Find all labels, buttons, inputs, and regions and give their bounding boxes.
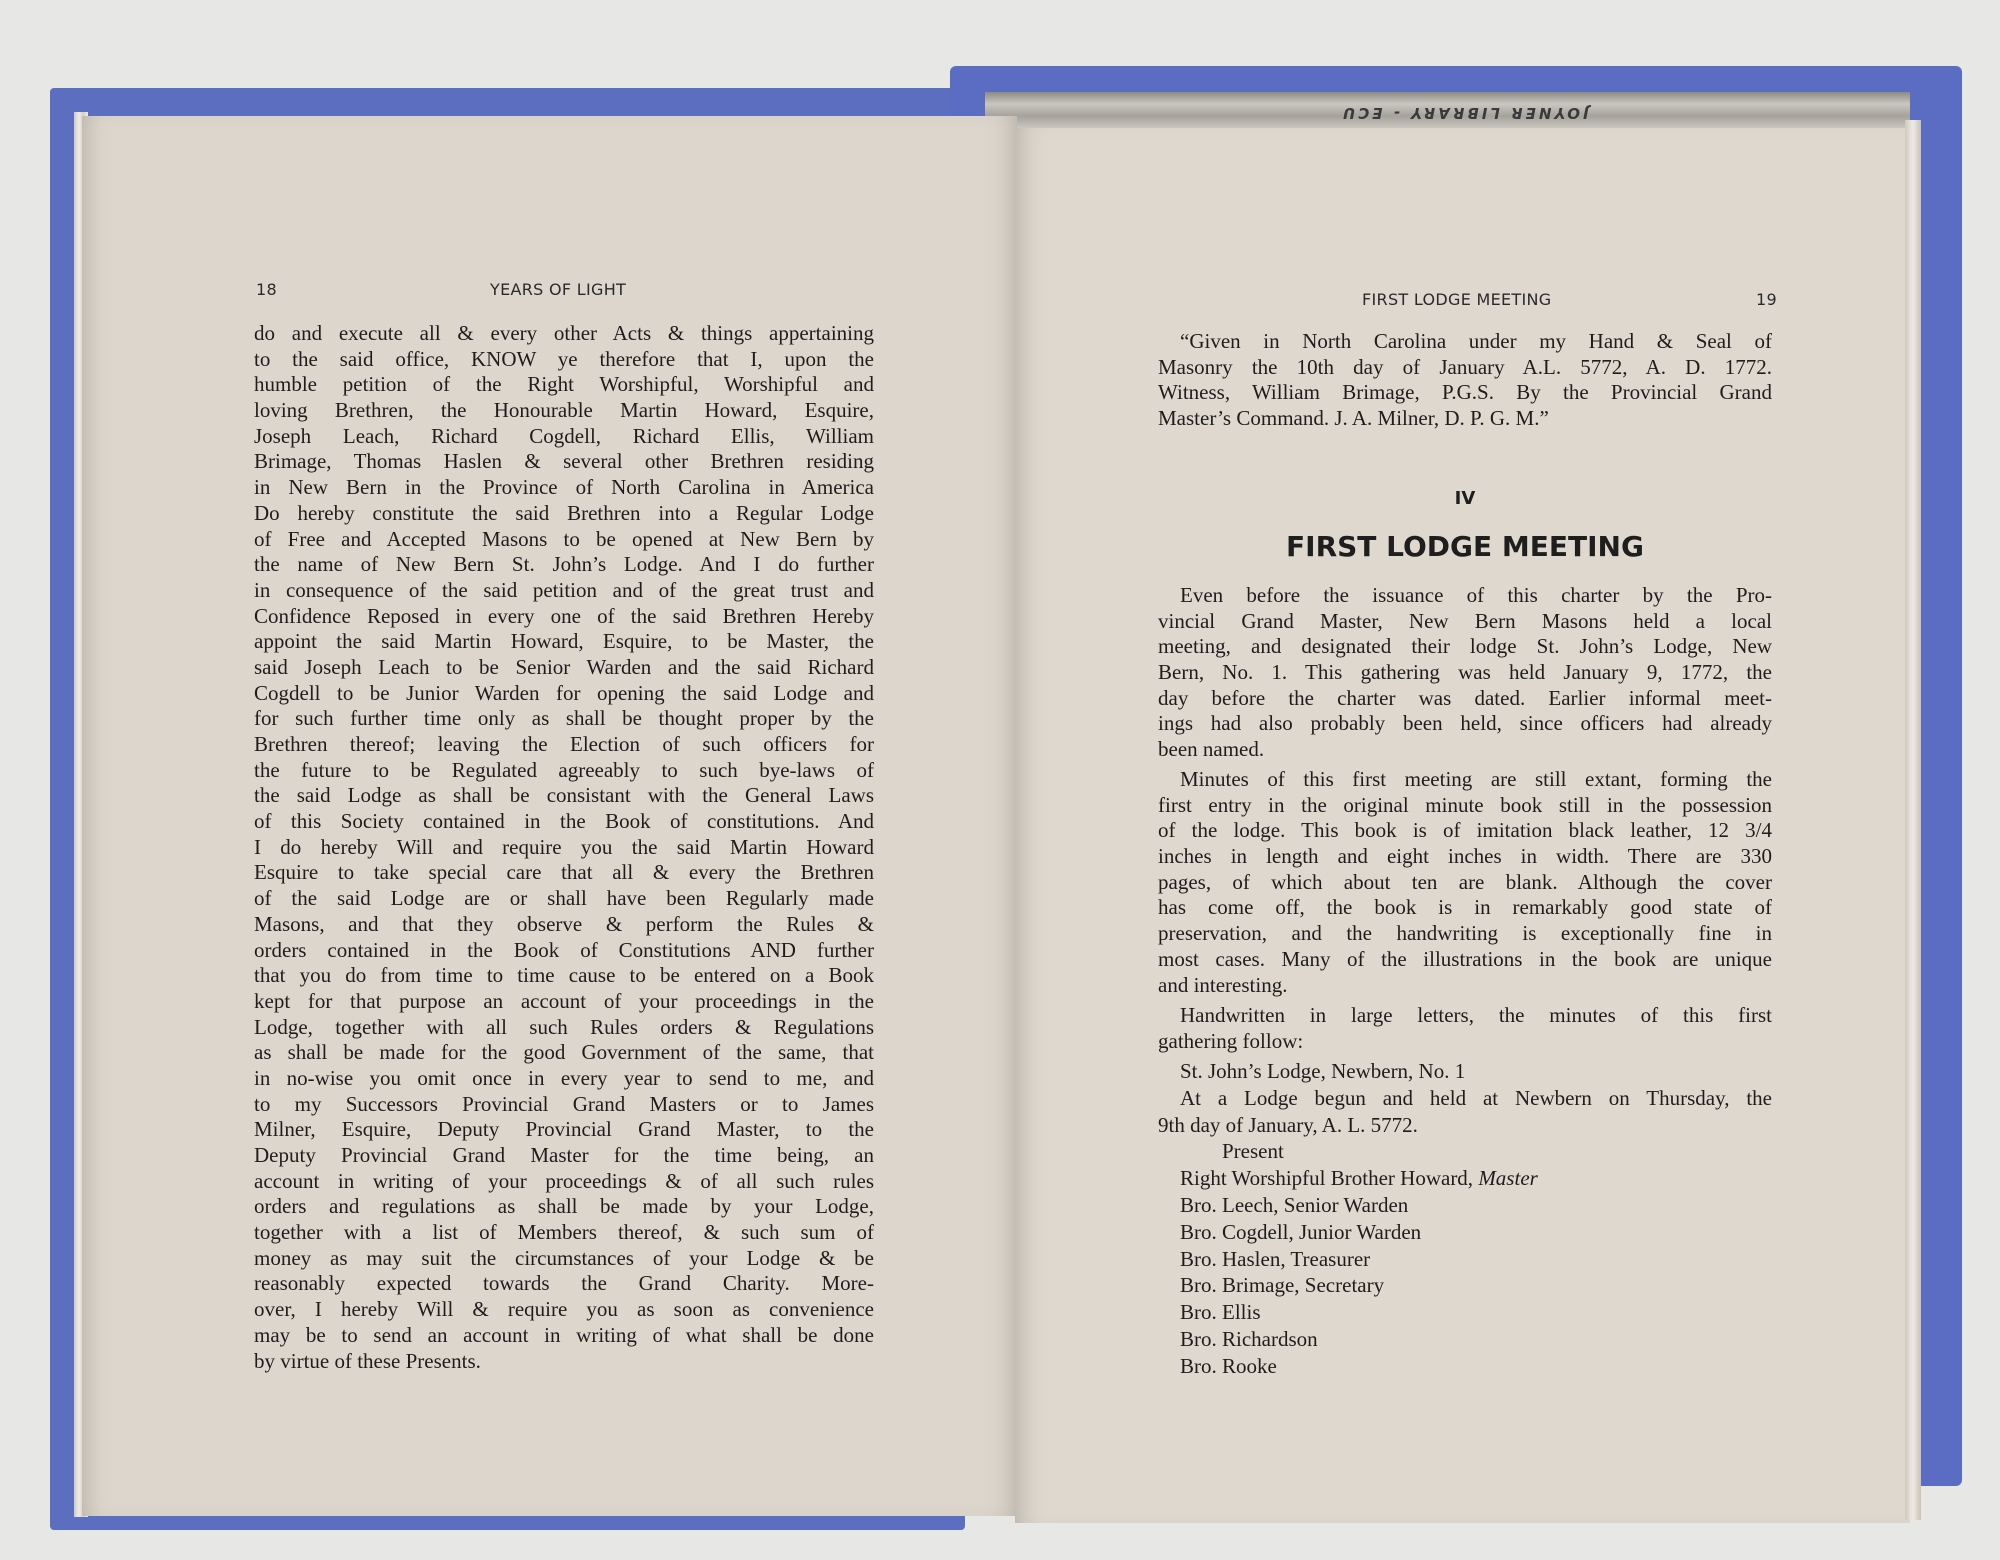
text-line: Minutes of this first meeting are still extant, forming the [1180, 767, 1772, 791]
text-line: orders and regulations as shall be made by your Lodge, [254, 1194, 874, 1219]
text-line: Esquire to take special care that all & every the Brethren [254, 860, 874, 885]
member-role: Master [1478, 1166, 1538, 1191]
text-line: kept for that purpose an account of your proceedings in the [254, 988, 874, 1013]
text-line: orders contained in the Book of Constitutions AND further [254, 937, 874, 962]
text-line: of the said Lodge are or shall have been Regularly made [254, 886, 874, 911]
text-line: meeting, and designated their lodge St. John’s Lodge, New [1158, 634, 1772, 659]
text-line: gathering follow: [1158, 1028, 1304, 1053]
member-line: Bro. Brimage, Secretary [1180, 1273, 1385, 1298]
text-line: Cogdell to be Junior Warden for opening the said Lodge and [254, 680, 874, 705]
text-line: Joseph Leach, Richard Cogdell, Richard Ellis, William [254, 423, 874, 448]
text-line: account in writing of your proceedings & of all such rules [254, 1168, 874, 1193]
library-stamp: JOYNER LIBRARY - ECU [1340, 104, 1589, 122]
text-line: to my Successors Provincial Grand Masters or to James [254, 1091, 874, 1116]
text-line: inches in length and eight inches in width. There are 330 [1158, 844, 1772, 869]
text-line: preservation, and the handwriting is exceptionally fine in [1158, 921, 1772, 946]
paragraph-2 [1158, 767, 1772, 998]
text-line: pages, of which about ten are blank. Although the cover [1158, 869, 1772, 894]
text-line: Bern, No. 1. This gathering was held January 9, 1772, the [1158, 660, 1772, 685]
text-line: Brimage, Thomas Haslen & several other Brethren residing [254, 449, 874, 474]
text-line: in no-wise you omit once in every year to send to me, and [254, 1065, 874, 1090]
left-body-text [254, 321, 874, 1374]
text-line: most cases. Many of the illustrations in the book are unique [1158, 946, 1772, 971]
text-line: humble petition of the Right Worshipful, Worshipful and [254, 372, 874, 397]
text-line: for such further time only as shall be thought proper by the [254, 706, 874, 731]
text-line: to the said office, KNOW ye therefore that I, upon the [254, 346, 874, 371]
text-line: of this Society contained in the Book of constitutions. And [254, 809, 874, 834]
text-line: day before the charter was dated. Earlier informal meet- [1158, 685, 1772, 710]
text-line: “Given in North Carolina under my Hand & Seal of [1180, 329, 1772, 353]
text-line: in consequence of the said petition and of the great trust and [254, 577, 874, 602]
member-line: Bro. Richardson [1180, 1326, 1318, 1351]
chapter-number: IV [1454, 488, 1476, 509]
minutes-heading: St. John’s Lodge, Newbern, No. 1 [1180, 1059, 1466, 1083]
text-line: loving Brethren, the Honourable Martin Howard, Esquire, [254, 398, 874, 423]
text-line: vincial Grand Master, New Bern Masons held a local [1158, 608, 1772, 633]
minutes-intro-line: At a Lodge begun and held at Newbern on Thursday, the [1180, 1085, 1772, 1110]
text-line: money as may suit the circumstances of your Lodge & be [254, 1245, 874, 1270]
text-line: Witness, William Brimage, P.G.S. By the Provincial Grand [1158, 380, 1772, 405]
text-line: by virtue of these Presents. [254, 1348, 481, 1373]
text-line: the name of New Bern St. John’s Lodge. And I do further [254, 552, 874, 577]
present-label: Present [1222, 1139, 1284, 1164]
text-line: Lodge, together with all such Rules orders & Regulations [254, 1014, 874, 1039]
text-line: of Free and Accepted Masons to be opened at New Bern by [254, 526, 874, 551]
member-line: Bro. Leech, Senior Warden [1180, 1192, 1409, 1217]
text-line: and interesting. [1158, 972, 1288, 997]
text-line: first entry in the original minute book still in the possession [1158, 792, 1772, 817]
running-head-right: FIRST LODGE MEETING [1362, 290, 1552, 309]
page-number-left: 18 [256, 280, 277, 299]
text-line: Milner, Esquire, Deputy Provincial Grand Master, to the [254, 1117, 874, 1142]
text-line: appoint the said Martin Howard, Esquire, to be Master, the [254, 629, 874, 654]
text-line: over, I hereby Will & require you as soon as convenience [254, 1297, 874, 1322]
text-line: as shall be made for the good Government of the same, that [254, 1040, 874, 1065]
minutes-intro-line: 9th day of January, A. L. 5772. [1158, 1112, 1418, 1137]
text-line: that you do from time to time cause to be entered on a Book [254, 963, 874, 988]
member-line: Bro. Haslen, Treasurer [1180, 1246, 1371, 1271]
text-line: has come off, the book is in remarkably good state of [1158, 895, 1772, 920]
text-line: said Joseph Leach to be Senior Warden and the said Richard [254, 654, 874, 679]
text-line: the said Lodge as shall be consistant with the General Laws [254, 783, 874, 808]
member-name: Right Worshipful Brother Howard, [1180, 1166, 1479, 1191]
running-head-left: YEARS OF LIGHT [490, 280, 627, 299]
text-line: Brethren thereof; leaving the Election of such officers for [254, 732, 874, 756]
text-line: in New Bern in the Province of North Carolina in America [254, 475, 874, 500]
text-line: Masons, and that they observe & perform the Rules & [254, 911, 874, 936]
text-line: may be to send an account in writing of what shall be done [254, 1322, 874, 1347]
member-line: Bro. Ellis [1180, 1300, 1261, 1325]
text-line: I do hereby Will and require you the said Martin Howard [254, 834, 874, 859]
member-line: Bro. Cogdell, Junior Warden [1180, 1219, 1422, 1244]
text-line: do and execute all & every other Acts & things appertaining [254, 321, 874, 345]
text-line: Handwritten in large letters, the minutes of this first [1180, 1003, 1772, 1027]
text-line: Master’s Command. J. A. Milner, D. P. G. M.” [1158, 406, 1549, 431]
page-number-right: 19 [1756, 290, 1777, 309]
text-line: Deputy Provincial Grand Master for the time being, an [254, 1143, 874, 1167]
paragraph-1 [1158, 583, 1772, 763]
text-line: of the lodge. This book is of imitation black leather, 12 3/4 [1158, 818, 1772, 843]
paragraph-3 [1158, 1003, 1772, 1054]
text-line: Even before the issuance of this charter by the Pro- [1180, 583, 1772, 607]
charter-quote [1158, 329, 1772, 432]
text-line: Masonry the 10th day of January A.L. 5772, A. D. 1772. [1158, 354, 1772, 379]
member-master [1158, 1165, 1772, 1192]
minutes-list [1158, 1058, 1772, 1380]
chapter-title: FIRST LODGE MEETING [1286, 530, 1644, 563]
text-line: together with a list of Members thereof, & such sum of [254, 1220, 874, 1245]
member-line: Bro. Rooke [1180, 1353, 1277, 1378]
text-line: Do hereby constitute the said Brethren into a Regular Lodge [254, 500, 874, 525]
page-stack-right [1905, 120, 1921, 1520]
text-line: Confidence Reposed in every one of the said Brethren Hereby [254, 603, 874, 628]
text-line: been named. [1158, 737, 1265, 762]
text-line: ings had also probably been held, since officers had already [1158, 711, 1772, 736]
text-line: the future to be Regulated agreeably to such bye-laws of [254, 757, 874, 782]
text-line: reasonably expected towards the Grand Charity. More- [254, 1271, 874, 1296]
